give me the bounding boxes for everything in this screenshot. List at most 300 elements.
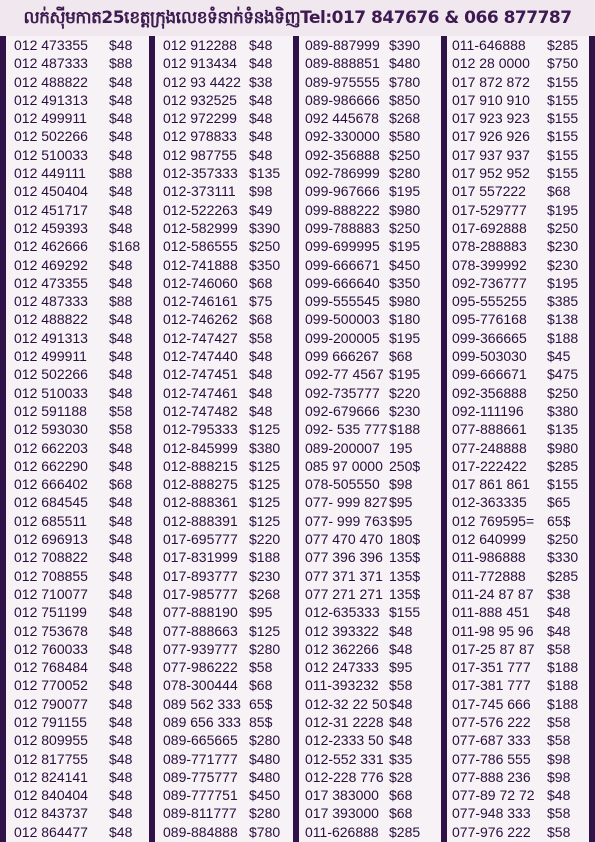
phone-number: 077 396 396 — [305, 549, 383, 566]
price: $48 — [109, 512, 133, 529]
price: $48 — [547, 622, 571, 639]
list-item — [14, 182, 145, 200]
price: $48 — [389, 695, 413, 712]
phone-number: 092-736777 — [452, 274, 527, 291]
phone-number: 012 488822 — [14, 311, 88, 328]
price: $230 — [249, 567, 281, 584]
list-item — [305, 73, 443, 91]
phone-number: 099-666671 — [452, 366, 527, 383]
number-column-3 — [305, 36, 443, 842]
phone-number: 077-976 222 — [452, 823, 531, 840]
list-item — [305, 804, 443, 822]
price: $280 — [389, 165, 421, 182]
price: $48 — [249, 91, 273, 108]
price: $48 — [109, 439, 133, 456]
price: $380 — [547, 402, 579, 419]
list-item — [452, 567, 587, 585]
phone-number: 017 872 872 — [452, 73, 530, 90]
phone-number: 017 910 910 — [452, 91, 530, 108]
list-item — [163, 109, 289, 127]
list-item — [305, 567, 443, 585]
phone-number: 077- 999 763 — [305, 512, 388, 529]
phone-number: 012 751199 — [14, 604, 87, 621]
price: $48 — [249, 402, 273, 419]
price: $98 — [249, 183, 273, 200]
phone-number: 012-746262 — [163, 311, 238, 328]
list-item — [163, 713, 289, 731]
price: $48 — [249, 110, 273, 127]
price: $285 — [547, 37, 579, 53]
phone-number: 012 473355 — [14, 274, 88, 291]
list-item — [163, 73, 289, 91]
phone-number: 012 685511 — [14, 512, 87, 529]
price: $250 — [547, 384, 579, 401]
list-item — [14, 36, 145, 54]
phone-number: 089-775777 — [163, 768, 238, 785]
list-item — [163, 768, 289, 786]
price: $68 — [249, 274, 273, 291]
price: $48 — [249, 55, 273, 72]
list-item — [452, 384, 587, 402]
list-item — [305, 365, 443, 383]
phone-number: 012 843737 — [14, 805, 88, 822]
price: $125 — [249, 476, 281, 493]
list-item — [305, 109, 443, 127]
price: $135 — [547, 421, 579, 438]
phone-number: 011-393232 — [305, 677, 379, 694]
phone-number: 012 769595= — [452, 512, 535, 529]
price: $48 — [109, 219, 133, 236]
list-item — [305, 713, 443, 731]
phone-number: 099-888222 — [305, 201, 380, 218]
phone-number: 017 926 926 — [452, 128, 530, 145]
list-item — [14, 256, 145, 274]
phone-number: 012-747440 — [163, 348, 238, 365]
list-item — [305, 768, 443, 786]
phone-number: 077 470 470 — [305, 531, 383, 548]
price: $230 — [389, 402, 421, 419]
price: $220 — [389, 384, 421, 401]
phone-number: 089 656 333 — [163, 713, 241, 730]
phone-number: 012 469292 — [14, 256, 88, 273]
list-item — [14, 237, 145, 255]
phone-number: 012-32 22 50 — [305, 695, 388, 712]
price: $980 — [389, 293, 421, 310]
phone-number: 012 510033 — [14, 146, 88, 163]
list-item — [14, 622, 145, 640]
list-item — [452, 750, 587, 768]
phone-number: 012-888275 — [163, 476, 238, 493]
price: $268 — [249, 585, 281, 602]
list-item — [14, 91, 145, 109]
phone-number: 017-222422 — [452, 457, 527, 474]
price: $38 — [249, 73, 273, 90]
list-item — [14, 402, 145, 420]
list-item — [14, 750, 145, 768]
price: $195 — [389, 366, 421, 383]
price: 135$ — [389, 585, 421, 602]
list-item — [14, 786, 145, 804]
phone-number: 092-786999 — [305, 165, 380, 182]
phone-number: 089-777751 — [163, 787, 238, 804]
list-item — [305, 274, 443, 292]
price: $98 — [547, 768, 571, 785]
list-item — [452, 603, 587, 621]
list-item — [163, 127, 289, 145]
price: $750 — [547, 55, 579, 72]
phone-number: 012 824141 — [14, 768, 88, 785]
phone-number: 011-986888 — [452, 549, 526, 566]
phone-number: 012 708855 — [14, 567, 88, 584]
price: $48 — [109, 567, 133, 584]
phone-number: 012-31 2228 — [305, 713, 384, 730]
price: $230 — [547, 256, 579, 273]
list-item — [14, 109, 145, 127]
price: $68 — [249, 311, 273, 328]
price: $48 — [109, 768, 133, 785]
phone-number: 012 791155 — [14, 713, 87, 730]
price: $48 — [109, 384, 133, 401]
phone-number: 089-884888 — [163, 823, 238, 840]
phone-number: 012-888215 — [163, 457, 238, 474]
phone-number: 017 923 923 — [452, 110, 530, 127]
price: $480 — [249, 750, 281, 767]
price: $88 — [109, 55, 133, 72]
list-item — [163, 493, 289, 511]
phone-number: 077 371 371 — [305, 567, 383, 584]
list-item — [305, 347, 443, 365]
price: $48 — [109, 256, 133, 273]
price: $88 — [109, 165, 133, 182]
number-grid — [0, 36, 595, 842]
price: $48 — [249, 348, 273, 365]
price: 65$ — [249, 695, 273, 712]
divider-bar — [0, 36, 6, 842]
list-item — [163, 622, 289, 640]
list-item — [452, 439, 587, 457]
phone-number: 012 662203 — [14, 439, 88, 456]
price: $48 — [109, 732, 133, 749]
price: $28 — [389, 768, 413, 785]
phone-number: 012 913434 — [163, 55, 237, 72]
phone-number: 077-89 72 72 — [452, 787, 535, 804]
phone-number: 012 499911 — [14, 110, 87, 127]
list-item — [14, 585, 145, 603]
price: $180 — [389, 311, 421, 328]
list-item — [163, 365, 289, 383]
price: $380 — [249, 439, 281, 456]
price: $138 — [547, 311, 579, 328]
price: $58 — [389, 677, 413, 694]
list-item — [163, 804, 289, 822]
phone-number: 012-2333 50 — [305, 732, 384, 749]
price: 195 — [389, 439, 413, 456]
price: $155 — [547, 128, 579, 145]
price: $125 — [249, 457, 281, 474]
list-item — [305, 823, 443, 841]
phone-number: 095-776168 — [452, 311, 527, 328]
list-item — [452, 292, 587, 310]
divider-bar — [293, 36, 299, 842]
price: $98 — [389, 476, 413, 493]
list-item — [452, 530, 587, 548]
price: $48 — [109, 37, 133, 53]
list-item — [163, 823, 289, 841]
list-item — [452, 36, 587, 54]
price: $58 — [547, 805, 571, 822]
list-item — [452, 274, 587, 292]
price: $48 — [109, 110, 133, 127]
list-item — [14, 127, 145, 145]
phone-number: 077-248888 — [452, 439, 527, 456]
price: $68 — [389, 805, 413, 822]
phone-number: 017-831999 — [163, 549, 238, 566]
price: $58 — [547, 640, 571, 657]
list-item — [305, 219, 443, 237]
list-item — [305, 786, 443, 804]
phone-number: 012-373111 — [163, 183, 236, 200]
list-item — [452, 512, 587, 530]
phone-number: 099-788883 — [305, 219, 380, 236]
phone-number: 012 790077 — [14, 695, 88, 712]
list-item — [452, 329, 587, 347]
list-item — [163, 512, 289, 530]
phone-number: 092-679666 — [305, 402, 380, 419]
list-item — [305, 603, 443, 621]
phone-number: 012 502266 — [14, 128, 88, 145]
list-item — [452, 73, 587, 91]
phone-number: 092-735777 — [305, 384, 380, 401]
price: $155 — [547, 146, 579, 163]
phone-number: 017 952 952 — [452, 165, 530, 182]
price: $188 — [547, 695, 579, 712]
price: $48 — [249, 128, 273, 145]
price: $68 — [109, 476, 133, 493]
list-item — [452, 786, 587, 804]
list-item — [163, 201, 289, 219]
phone-number: 012 393322 — [305, 622, 379, 639]
list-item — [305, 182, 443, 200]
price: $195 — [389, 238, 421, 255]
list-item — [163, 731, 289, 749]
phone-number: 012-795333 — [163, 421, 238, 438]
list-item — [163, 274, 289, 292]
price: $48 — [109, 695, 133, 712]
phone-number: 011-772888 — [452, 567, 526, 584]
phone-number: 092-77 4567 — [305, 366, 384, 383]
phone-number: 012-747427 — [163, 329, 238, 346]
list-item — [305, 548, 443, 566]
price: $125 — [249, 494, 281, 511]
price: $48 — [109, 750, 133, 767]
phone-number: 012 247333 — [305, 659, 379, 676]
list-item — [452, 804, 587, 822]
phone-number: 012-888361 — [163, 494, 238, 511]
list-item — [163, 475, 289, 493]
list-item — [452, 146, 587, 164]
price: $58 — [547, 823, 571, 840]
price: $98 — [547, 750, 571, 767]
price: $480 — [249, 768, 281, 785]
list-item — [305, 164, 443, 182]
phone-number: 012 770052 — [14, 677, 88, 694]
price: $48 — [109, 805, 133, 822]
phone-number: 012 978833 — [163, 128, 237, 145]
phone-number: 012 491313 — [14, 91, 88, 108]
list-item — [163, 658, 289, 676]
list-item — [163, 420, 289, 438]
phone-number: 099 666267 — [305, 348, 379, 365]
phone-number: 012-888391 — [163, 512, 238, 529]
list-item — [163, 384, 289, 402]
price: $195 — [389, 329, 421, 346]
phone-number: 077-687 333 — [452, 732, 531, 749]
price: $48 — [109, 329, 133, 346]
phone-number: 011-24 87 87 — [452, 585, 534, 602]
phone-number: 078-300444 — [163, 677, 238, 694]
phone-number: 017-893777 — [163, 567, 238, 584]
price: $188 — [249, 549, 281, 566]
list-item — [163, 256, 289, 274]
number-column-2 — [163, 36, 289, 842]
list-item — [305, 530, 443, 548]
list-item — [452, 201, 587, 219]
number-column-1 — [14, 36, 145, 842]
phone-number: 012-522263 — [163, 201, 238, 218]
list-item — [14, 731, 145, 749]
list-item — [14, 439, 145, 457]
list-item — [14, 310, 145, 328]
price: $58 — [249, 329, 273, 346]
phone-number: 012 840404 — [14, 787, 88, 804]
phone-number: 012-746060 — [163, 274, 238, 291]
price: $188 — [547, 659, 579, 676]
header-title: លក់ស៊ីមកាត25ខេត្តក្រុងលេខទំនាក់ទំនងទិញTel:017 847676 & 066 877787 — [0, 0, 595, 36]
phone-number: 077-888 236 — [452, 768, 531, 785]
list-item — [163, 164, 289, 182]
phone-number: 012-746161 — [163, 293, 238, 310]
price: $250 — [389, 146, 421, 163]
phone-number: 012 696913 — [14, 531, 88, 548]
price: $580 — [389, 128, 421, 145]
price: $48 — [109, 531, 133, 548]
price: $195 — [547, 274, 579, 291]
phone-number: 092 445678 — [305, 110, 379, 127]
list-item — [163, 457, 289, 475]
phone-number: 089-200007 — [305, 439, 380, 456]
phone-number: 012-747482 — [163, 402, 238, 419]
list-item — [14, 146, 145, 164]
list-item — [452, 731, 587, 749]
list-item — [14, 658, 145, 676]
list-item — [14, 823, 145, 841]
list-item — [305, 384, 443, 402]
list-item — [305, 640, 443, 658]
list-item — [452, 676, 587, 694]
phone-number: 099-200005 — [305, 329, 380, 346]
list-item — [305, 439, 443, 457]
price: $155 — [547, 476, 579, 493]
price: $48 — [249, 37, 273, 53]
price: $195 — [547, 201, 579, 218]
phone-number: 012 28 0000 — [452, 55, 530, 72]
price: $250 — [389, 219, 421, 236]
phone-number: 012-582999 — [163, 219, 238, 236]
list-item — [14, 54, 145, 72]
list-item — [14, 219, 145, 237]
phone-number: 012 591188 — [14, 402, 87, 419]
list-item — [452, 402, 587, 420]
phone-number: 017-985777 — [163, 585, 238, 602]
list-item — [14, 274, 145, 292]
phone-number: 077-888190 — [163, 604, 238, 621]
phone-number: 012 450404 — [14, 183, 88, 200]
phone-number: 012 502266 — [14, 366, 88, 383]
price: $48 — [389, 732, 413, 749]
list-item — [14, 329, 145, 347]
list-item — [163, 530, 289, 548]
phone-number: 012 593030 — [14, 421, 88, 438]
list-item — [14, 493, 145, 511]
list-item — [163, 182, 289, 200]
list-item — [163, 750, 289, 768]
price: $980 — [389, 201, 421, 218]
price: $48 — [109, 91, 133, 108]
list-item — [452, 713, 587, 731]
phone-number: 012-741888 — [163, 256, 238, 273]
price: $58 — [109, 402, 133, 419]
list-item — [305, 658, 443, 676]
price: $48 — [109, 604, 133, 621]
phone-number: 012-228 776 — [305, 768, 384, 785]
list-item — [14, 201, 145, 219]
phone-number: 012 640999 — [452, 531, 526, 548]
list-item — [305, 36, 443, 54]
price: $268 — [389, 110, 421, 127]
price: $48 — [109, 311, 133, 328]
phone-number: 012 817755 — [14, 750, 88, 767]
price: $68 — [389, 787, 413, 804]
price: $350 — [389, 274, 421, 291]
list-item — [14, 713, 145, 731]
list-item — [452, 310, 587, 328]
price: $95 — [389, 494, 413, 511]
list-item — [305, 512, 443, 530]
divider-bar — [589, 36, 595, 842]
list-item — [14, 768, 145, 786]
price: $58 — [109, 421, 133, 438]
phone-number: 012 666402 — [14, 476, 88, 493]
phone-number: 099-699995 — [305, 238, 380, 255]
list-item — [163, 310, 289, 328]
list-item — [452, 91, 587, 109]
list-item — [163, 347, 289, 365]
list-item — [305, 146, 443, 164]
price: $48 — [249, 366, 273, 383]
phone-number: 012-586555 — [163, 238, 238, 255]
price: $95 — [249, 604, 273, 621]
phone-number: 077-939777 — [163, 640, 238, 657]
phone-number: 017 861 861 — [452, 476, 530, 493]
price: $48 — [109, 823, 133, 840]
price: $135 — [249, 165, 281, 182]
list-item — [305, 676, 443, 694]
phone-number: 012 487333 — [14, 55, 88, 72]
price: $48 — [109, 128, 133, 145]
phone-number: 012 487333 — [14, 293, 88, 310]
phone-number: 077- 999 827 — [305, 494, 388, 511]
price: $48 — [109, 787, 133, 804]
